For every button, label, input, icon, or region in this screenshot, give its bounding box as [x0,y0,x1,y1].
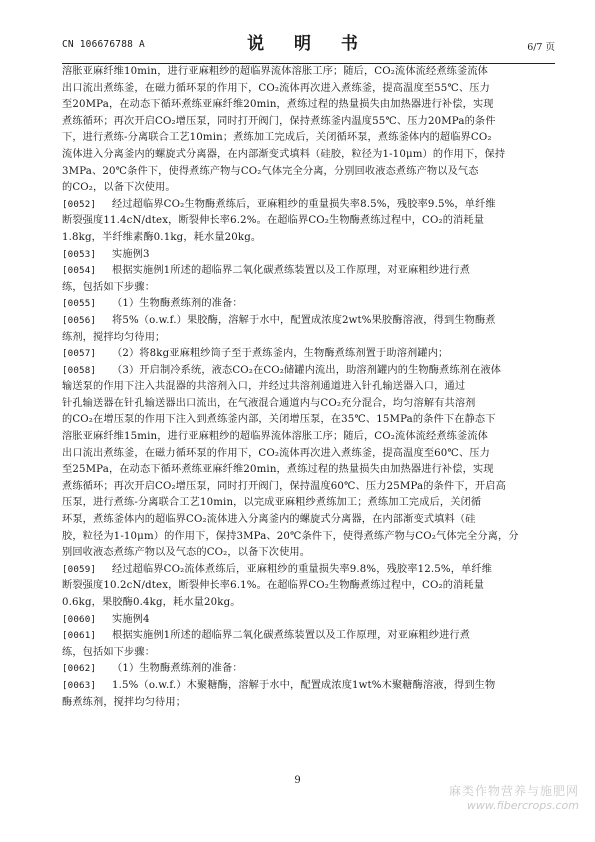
line-text: （1）生物酶煮练剂的准备： [112,663,243,675]
paragraph-line [62,595,555,612]
line-text: 0.6kg，果胶酶0.4kg，耗水量20kg。 [62,597,241,608]
document-title: 说 明 书 [247,34,370,54]
patent-number: CN 106676788 A [62,39,145,50]
paragraph-line [62,180,555,197]
line-text: （2）将8kg亚麻粗纱筒子至于煮练釜内，生物酶煮练剂置于助溶剂罐内； [112,348,449,360]
line-text: 至20MPa，在动态下循环煮练亚麻纤维20min，煮练过程的热量损失由加热器进行补偿，实现 [62,99,494,111]
line-text: 出口流出煮练釜，在磁力循环泵的作用下，CO₂流体再次进入煮练釜，提高温度至55℃、压力 [62,82,490,94]
paragraph-line [62,412,555,429]
paragraph-line [62,81,555,98]
paragraph-line [62,114,555,131]
paragraph-line [62,130,555,147]
line-text: 1.8kg，半纤维素酶0.1kg，耗水量20kg。 [62,231,262,243]
line-text: （1）生物酶煮练剂的准备： [112,298,243,310]
paragraph-line-numbered [62,313,555,330]
line-text: 断裂强度10.2cN/dtex，断裂伸长率6.1%。在超临界CO₂生物酶煮练过程中，CO₂的消耗量 [62,580,485,592]
paragraph-number: [0058] [62,364,97,376]
paragraph-line [62,446,555,463]
line-text: 输送泵的作用下注入共混器的共溶剂入口，并经过共溶剂通道进入针孔输送器入口，通过 [62,381,466,393]
paragraph-line [62,545,555,562]
paragraph-line [62,695,555,712]
line-text: 将5%（o.w.f.）果胶酶，溶解于水中，配置成浓度2wt%果胶酶溶液，得到生物酶煮 [112,314,496,326]
paragraph-line [62,512,555,529]
paragraph-line [62,147,555,164]
watermark-url: www.fibercrops.com [466,799,579,812]
line-text: 实施例3 [112,248,150,260]
paragraph-number: [0060] [62,613,97,625]
paragraph-line [62,97,555,114]
line-text: 煮练循环；再次开启CO₂增压泵，同时打开阀门，保持煮练釜内温度55℃、压力20MPa的条件 [62,115,496,127]
paragraph-line-numbered [62,562,555,579]
paragraph-number: [0059] [62,563,97,575]
line-text: 针孔输送器在针孔输送器出口流出，在气液混合通道内与CO₂充分混合，均匀溶解有共溶剂 [62,397,476,409]
page-indicator: 6/7 页 [527,42,555,53]
line-text: 1.5%（o.w.f.）木聚糖酶，溶解于水中，配置成浓度1wt%木聚糖酶溶液，得到生物 [112,679,496,691]
paragraph-number: [0053] [62,248,97,260]
line-text: 流体进入分离釜内的螺旋式分离器，在内部渐变式填料（硅胶，粒径为1-10μm）的作用下，保持 [62,148,506,160]
paragraph-line-numbered [62,197,555,214]
paragraph-line [62,64,555,81]
paragraph-line [62,213,555,230]
page-header [62,20,555,64]
paragraph-number: [0061] [62,630,97,642]
line-text: 别回收液态煮练产物以及气态的CO₂，以备下次使用。 [62,547,311,559]
line-text: 至25MPa，在动态下循环煮练亚麻纤维20min，煮练过程的热量损失由加热器进行补偿，实现 [62,464,494,476]
paragraph-line [62,495,555,512]
line-text: 根据实施例1所述的超临界二氧化碳煮练装置以及工作原理，对亚麻粗纱进行煮 [112,630,471,642]
paragraph-line [62,330,555,347]
paragraph-number: [0055] [62,298,97,310]
watermark-site-name: 麻类作物营养与施肥网 [448,784,579,798]
line-text: 经过超临界CO₂流体煮练后，亚麻粗纱的重量损失率9.8%，残胶率12.5%，单纤维 [112,563,493,575]
paragraph-line [62,479,555,496]
line-text: 的CO₂在增压泵的作用下注入到煮练釜内部，关闭增压泵，在35℃、15MPa的条件下在静态下 [62,414,496,426]
paragraph-number: [0062] [62,663,97,675]
page-number: 9 [294,775,301,786]
paragraph-line [62,164,555,181]
line-text: 压泵，进行煮练-分离联合工艺10min，以完成亚麻粗纱煮练加工；煮练加工完成后，关闭循 [62,497,482,509]
line-text: 根据实施例1所述的超临界二氧化碳煮练装置以及工作原理，对亚麻粗纱进行煮 [112,265,471,277]
line-text: 断裂强度11.4cN/dtex，断裂伸长率6.2%。在超临界CO₂生物酶煮练过程中，CO₂的消耗量 [62,215,485,227]
line-text: 经过超临界CO₂生物酶煮练后，亚麻粗纱的重量损失率8.5%，残胶率9.5%，单纤维 [112,198,496,210]
paragraph-line [62,379,555,396]
paragraph-line [62,396,555,413]
line-text: 环泵，煮练釜体内的超临界CO₂流体进入分离釜内的螺旋式分离器，在内部渐变式填料（硅 [62,514,476,526]
watermark [449,782,579,812]
paragraph-line [62,429,555,446]
paragraph-line-numbered [62,678,555,695]
document-body [62,64,555,711]
paragraph-line-numbered [62,296,555,313]
line-text: 酶煮练剂，搅拌均匀待用； [62,696,187,708]
paragraph-number: [0057] [62,348,97,360]
paragraph-line-numbered [62,263,555,280]
paragraph-line-numbered [62,346,555,363]
paragraph-line-numbered [62,363,555,380]
paragraph-line [62,578,555,595]
paragraph-line [62,230,555,247]
paragraph-line-numbered [62,628,555,645]
line-text: 煮练循环；再次开启CO₂增压泵，同时打开阀门，保持温度60℃、压力25MPa的条件下，开启高 [62,480,506,492]
paragraph-line-numbered [62,661,555,678]
line-text: 实施例4 [112,613,150,625]
paragraph-number: [0063] [62,679,97,691]
line-text: 练，包括如下步骤： [62,646,156,658]
paragraph-number: [0052] [62,198,97,210]
paragraph-line [62,462,555,479]
paragraph-number: [0054] [62,265,97,277]
line-text: 下，进行煮练-分离联合工艺10min；煮练加工完成后，关闭循环泵，煮练釜体内的超临界CO₂ [62,132,492,144]
line-text: 出口流出煮练釜，在磁力循环泵的作用下，CO₂流体再次进入煮练釜，提高温度至60℃、压力 [62,447,490,459]
line-text: 溶胀亚麻纤维10min，进行亚麻粗纱的超临界流体溶胀工序；随后，CO₂流体流经煮练釜流体 [62,66,489,77]
line-text: 胶，粒径为1-10μm）的作用下，保持3MPa、20℃条件下，使得煮练产物与CO₂气体完全分离，分 [62,530,519,542]
paragraph-line-numbered [62,247,555,264]
line-text: 溶胀亚麻纤维15min，进行亚麻粗纱的超临界流体溶胀工序；随后，CO₂流体流经煮练釜流体 [62,431,489,443]
paragraph-line [62,280,555,297]
paragraph-line [62,645,555,662]
line-text: 练，包括如下步骤： [62,281,156,293]
line-text: 3MPa、20℃条件下，使得煮练产物与CO₂气体完全分离，分别回收液态煮练产物以及气态 [62,165,479,177]
line-text: 练剂，搅拌均匀待用； [62,331,166,343]
paragraph-line [62,529,555,546]
paragraph-line-numbered [62,612,555,629]
line-text: （3）开启制冷系统，液态CO₂在CO₂储罐内流出，助溶剂罐内的生物酶煮练剂在液体 [112,364,502,376]
line-text: 的CO₂，以备下次使用。 [62,182,176,194]
paragraph-number: [0056] [62,314,97,326]
